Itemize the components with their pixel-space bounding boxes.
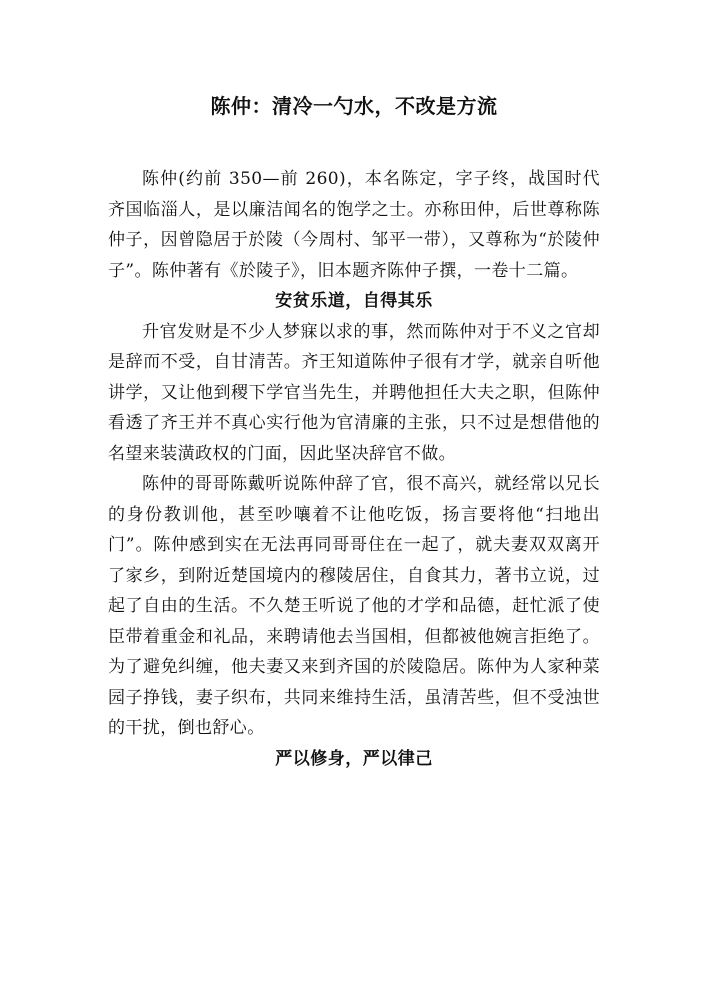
section-1-paragraph-1: 升官发财是不少人梦寐以求的事，然而陈仲对于不义之官却是辞而不受，自甘清苦。齐王知道陈仲子很有才学，就亲自听他讲学，又让他到稷下学官当先生，并聘他担任大夫之职，但陈仲看透了齐王并不真心实行他为官清廉的主张，只不过是想借他的名望来装潢政权的门面，因此坚决辞官不做。: [108, 321, 600, 464]
section-1-paragraph-2: 陈仲的哥哥陈戴听说陈仲辞了官，很不高兴，就经常以兄长的身份教训他，甚至吵嚷着不让他吃饭，扬言要将他“扫地出门”。陈仲感到实在无法再同哥哥住在一起了，就夫妻双双离开了家乡，到附近楚国境内的穆陵居住，自食其力，著书立说，过起了自由的生活。不久楚王听说了他的才学和品德，赶忙派了使臣带着重金和礼品，来聘请他去当国相，但都被他婉言拒绝了。为了避免纠缠，他夫妻又来到齐国的於陵隐居。陈仲为人家种菜园子挣钱，妻子织布，共同来维持生活，虽清苦些，但不受浊世的干扰，倒也舒心。: [108, 474, 600, 738]
intro-paragraph: 陈仲(约前 350—前 260)，本名陈定，字子终，战国时代齐国临淄人，是以廉洁闻名的饱学之士。亦称田仲，后世尊称陈仲子，因曾隐居于於陵（今周村、邹平一带），又尊称为“於陵仲子”。陈仲著有《於陵子》，旧本题齐陈仲子撰，一卷十二篇。: [108, 169, 600, 281]
article-title: 陈仲：清冷一勺水，不改是方流: [210, 94, 498, 118]
section-heading-1: 安贫乐道，自得其乐: [275, 291, 433, 311]
section-heading-2: 严以修身，严以律己: [275, 748, 433, 769]
document-page: [108, 88, 600, 774]
